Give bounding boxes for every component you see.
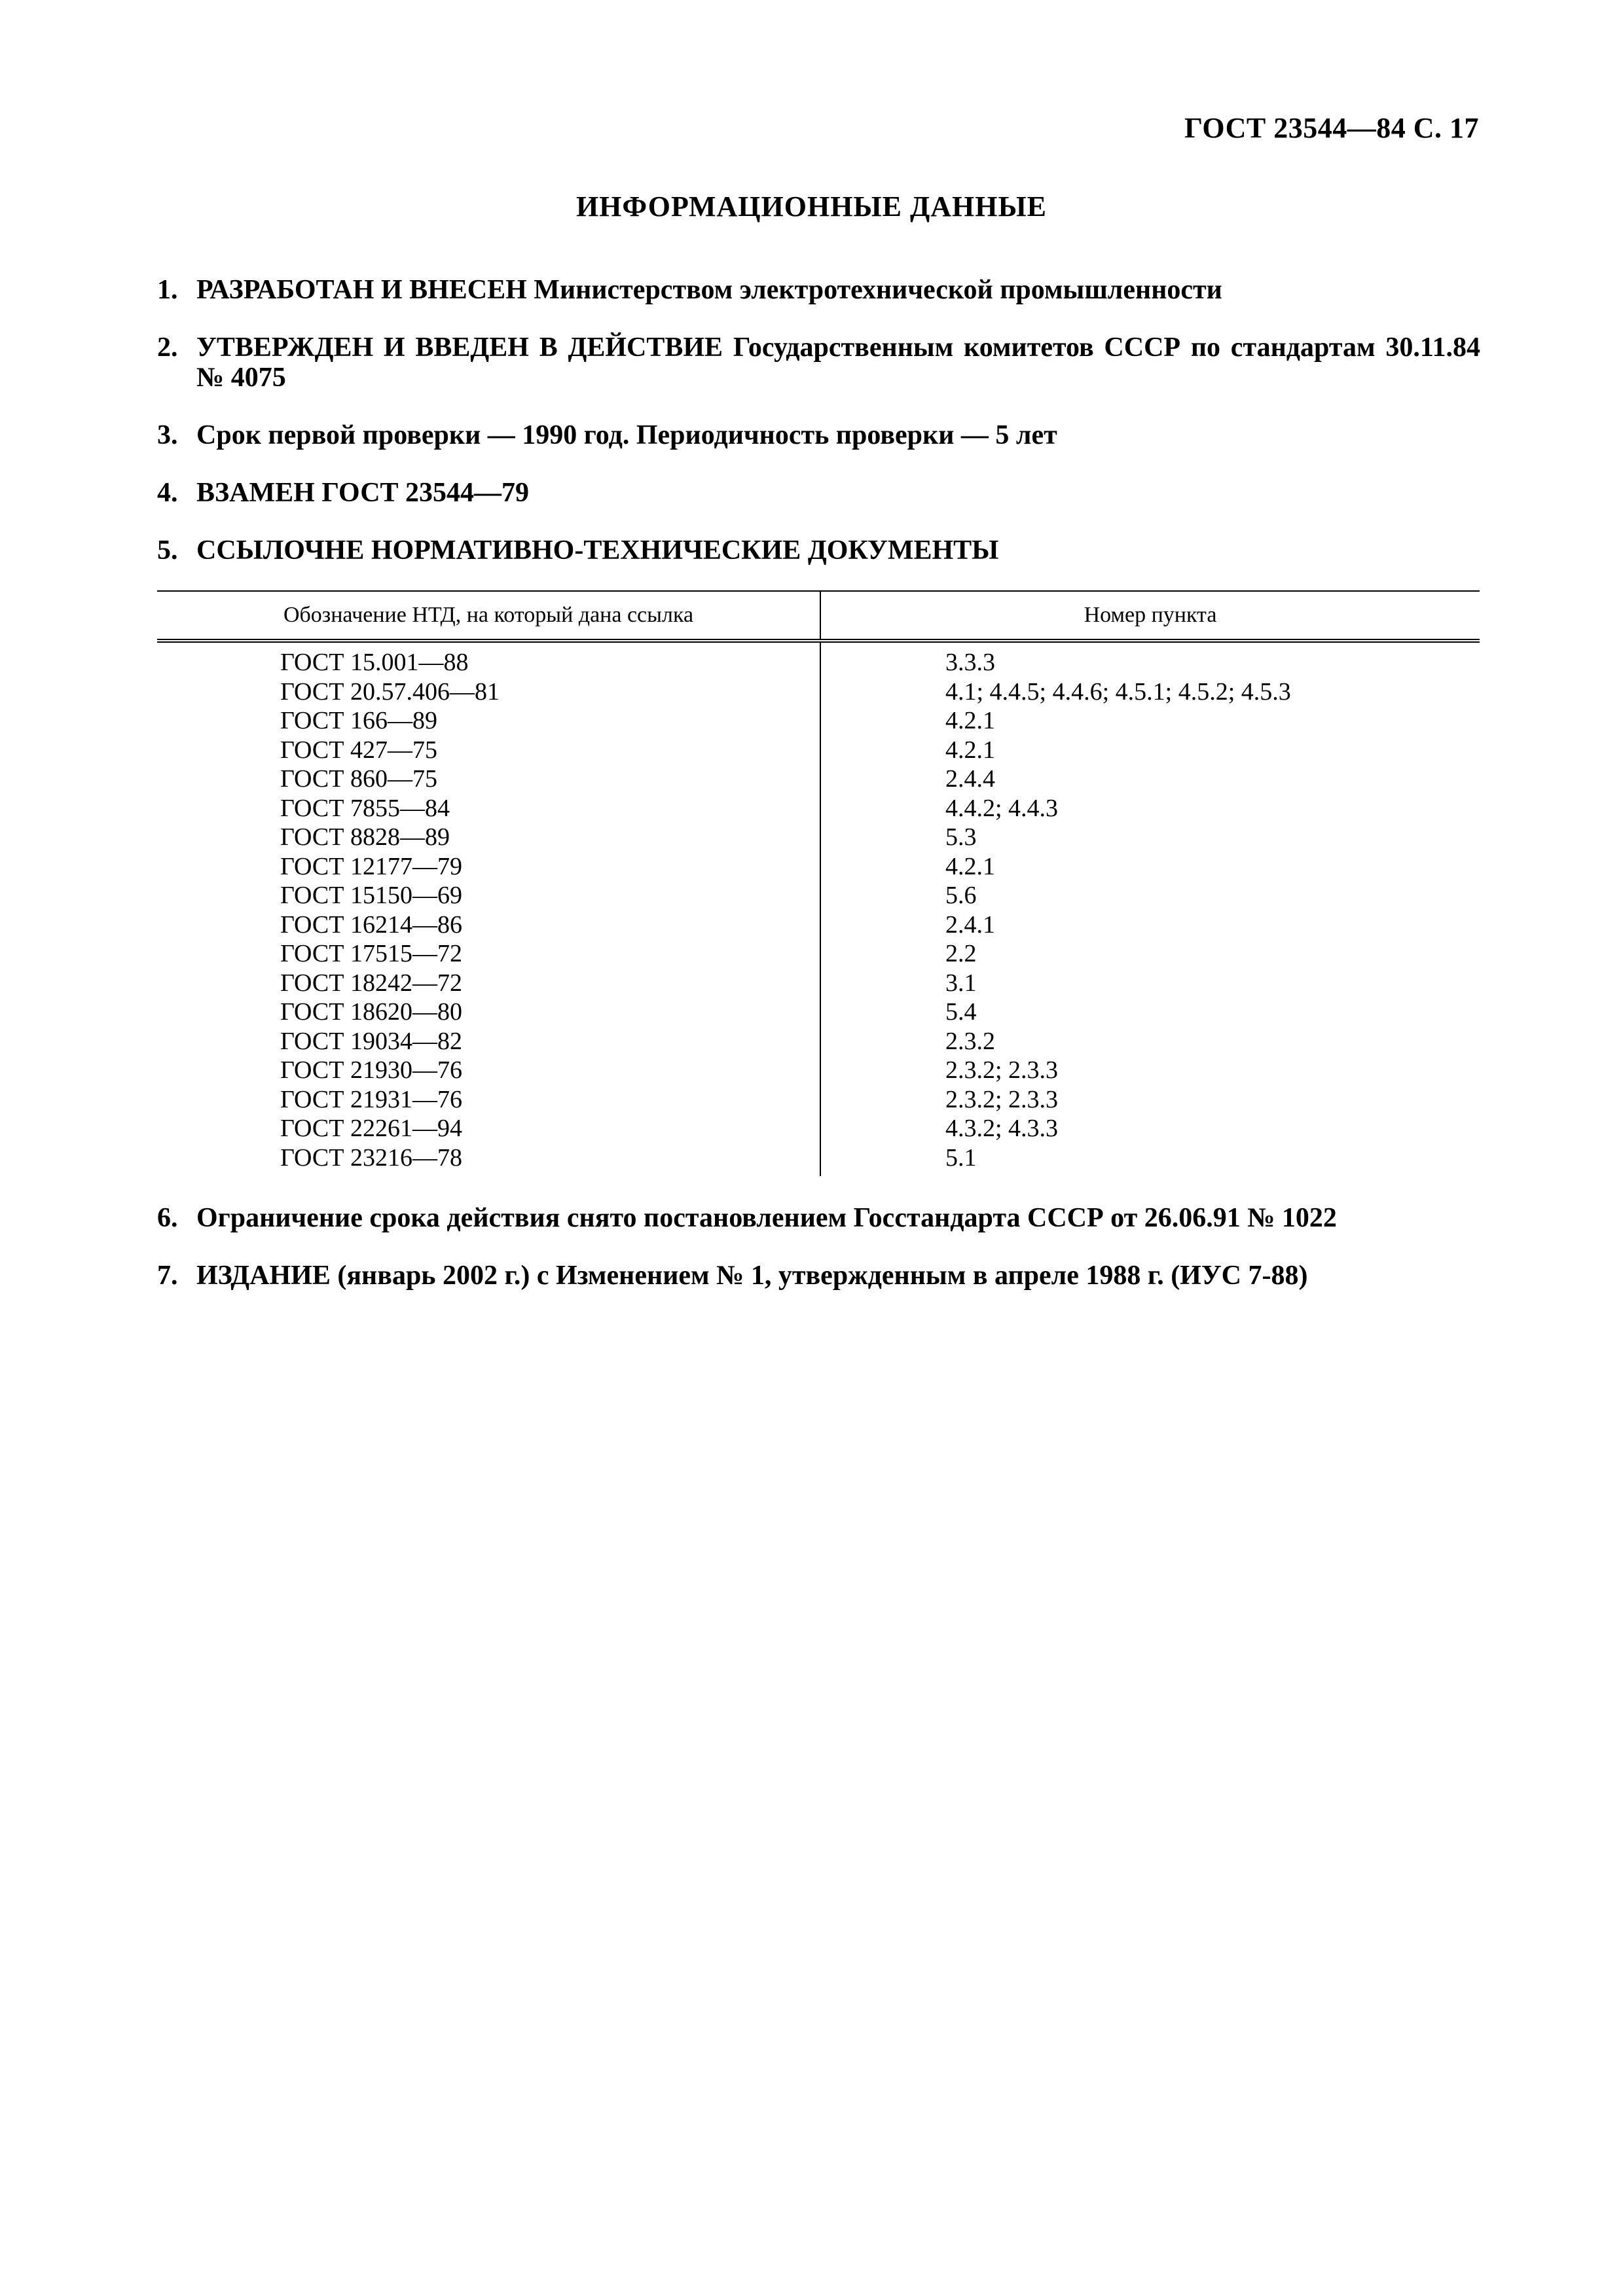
table-cell-clause: 4.4.2; 4.4.3: [945, 794, 1059, 822]
item-text: ВЗАМЕН ГОСТ 23544—79: [196, 478, 530, 508]
table-cell-designation: ГОСТ 21931—76: [280, 1085, 462, 1113]
table-cell-designation: ГОСТ 860—75: [280, 765, 437, 793]
table-cell-clause: 3.1: [945, 969, 977, 997]
item-number: 6.: [157, 1203, 178, 1233]
table-cell-clause: 2.3.2; 2.3.3: [945, 1056, 1059, 1084]
table-cell-clause: 4.2.1: [945, 736, 995, 764]
table-header-designation: Обозначение НТД, на который дана ссылка: [157, 592, 821, 639]
info-item-5: [157, 535, 1480, 565]
table-header-row: [157, 592, 1480, 643]
table-cell-designation: ГОСТ 23216—78: [280, 1143, 462, 1172]
table-cell-designation: ГОСТ 15.001—88: [280, 649, 469, 676]
table-cell-designation: ГОСТ 427—75: [280, 736, 437, 764]
table-cell-clause: 2.3.2: [945, 1027, 995, 1055]
item-text: ССЫЛОЧНЕ НОРМАТИВНО-ТЕХНИЧЕСКИЕ ДОКУМЕНТЫ: [196, 535, 999, 565]
item-number: 2.: [157, 332, 178, 363]
info-item-2: [157, 332, 1480, 393]
table-cell-designation: ГОСТ 18620—80: [280, 998, 462, 1026]
item-number: 5.: [157, 535, 178, 565]
table-cell-clause: 5.1: [945, 1143, 977, 1172]
item-text: ИЗДАНИЕ (январь 2002 г.) с Изменением № 1, утвержденным в апреле 1988 г. (ИУС 7-88): [196, 1261, 1308, 1291]
table-cell-clause: 5.3: [945, 823, 977, 851]
info-items-list: [157, 275, 1480, 593]
table-cell-clause: 2.4.4: [945, 765, 995, 793]
table-cell-clause: 4.3.2; 4.3.3: [945, 1115, 1059, 1142]
table-cell-clause: 4.1; 4.4.5; 4.4.6; 4.5.1; 4.5.2; 4.5.3: [945, 677, 1291, 706]
table-cell-designation: ГОСТ 19034—82: [280, 1027, 462, 1055]
table-header-clause: Номер пункта: [1084, 603, 1217, 627]
table-cell-designation: ГОСТ 21930—76: [280, 1056, 462, 1084]
table-cell-clause: 2.2: [945, 940, 977, 967]
info-item-4: [157, 478, 1480, 508]
table-cell-designation: ГОСТ 15150—69: [280, 882, 462, 909]
item-text: РАЗРАБОТАН И ВНЕСЕН Министерством электротехнической промышленности: [196, 275, 1222, 305]
table-cell-clause: 4.2.1: [945, 707, 995, 734]
item-number: 3.: [157, 420, 178, 450]
table-cell-designation: ГОСТ 8828—89: [280, 823, 450, 851]
table-cell-clause: 4.2.1: [945, 852, 995, 880]
table-cell-clause: 5.6: [945, 882, 977, 909]
table-cell-designation: ГОСТ 12177—79: [280, 852, 462, 880]
item-text: УТВЕРЖДЕН И ВВЕДЕН В ДЕЙСТВИЕ Государственным комитетов СССР по стандартам 30.11.84 № 4075: [196, 332, 1480, 393]
page-header-reference: ГОСТ 23544—84 С. 17: [1184, 112, 1479, 144]
info-item-6: [157, 1203, 1480, 1233]
info-item-7: [157, 1261, 1480, 1291]
table-cell-designation: ГОСТ 16214—86: [280, 910, 462, 939]
table-cell-designation: ГОСТ 17515—72: [280, 940, 462, 967]
item-text: Ограничение срока действия снято постановлением Госстандарта СССР от 26.06.91 № 1022: [196, 1203, 1337, 1233]
table-cell-designation: ГОСТ 7855—84: [280, 794, 450, 822]
item-number: 7.: [157, 1261, 178, 1291]
reference-documents-table: [157, 590, 1480, 1176]
info-item-3: [157, 420, 1480, 450]
table-column-clause: [821, 643, 1480, 1176]
table-body: [157, 643, 1480, 1176]
table-column-designation: [157, 643, 821, 1176]
table-cell-clause: 3.3.3: [945, 649, 995, 676]
item-text: Срок первой проверки — 1990 год. Периодичность проверки — 5 лет: [196, 420, 1057, 450]
table-cell-designation: ГОСТ 166—89: [280, 707, 437, 734]
document-title: ИНФОРМАЦИОННЫЕ ДАННЫЕ: [575, 190, 1048, 223]
table-cell-designation: ГОСТ 20.57.406—81: [280, 677, 500, 706]
table-cell-designation: ГОСТ 18242—72: [280, 969, 462, 997]
item-number: 1.: [157, 275, 178, 305]
table-cell-clause: 2.4.1: [945, 910, 995, 939]
table-cell-designation: ГОСТ 22261—94: [280, 1115, 462, 1142]
item-number: 4.: [157, 478, 178, 508]
table-cell-clause: 2.3.2; 2.3.3: [945, 1085, 1059, 1113]
info-item-1: [157, 275, 1480, 305]
info-items-list-continued: [157, 1203, 1480, 1318]
table-cell-clause: 5.4: [945, 998, 977, 1026]
